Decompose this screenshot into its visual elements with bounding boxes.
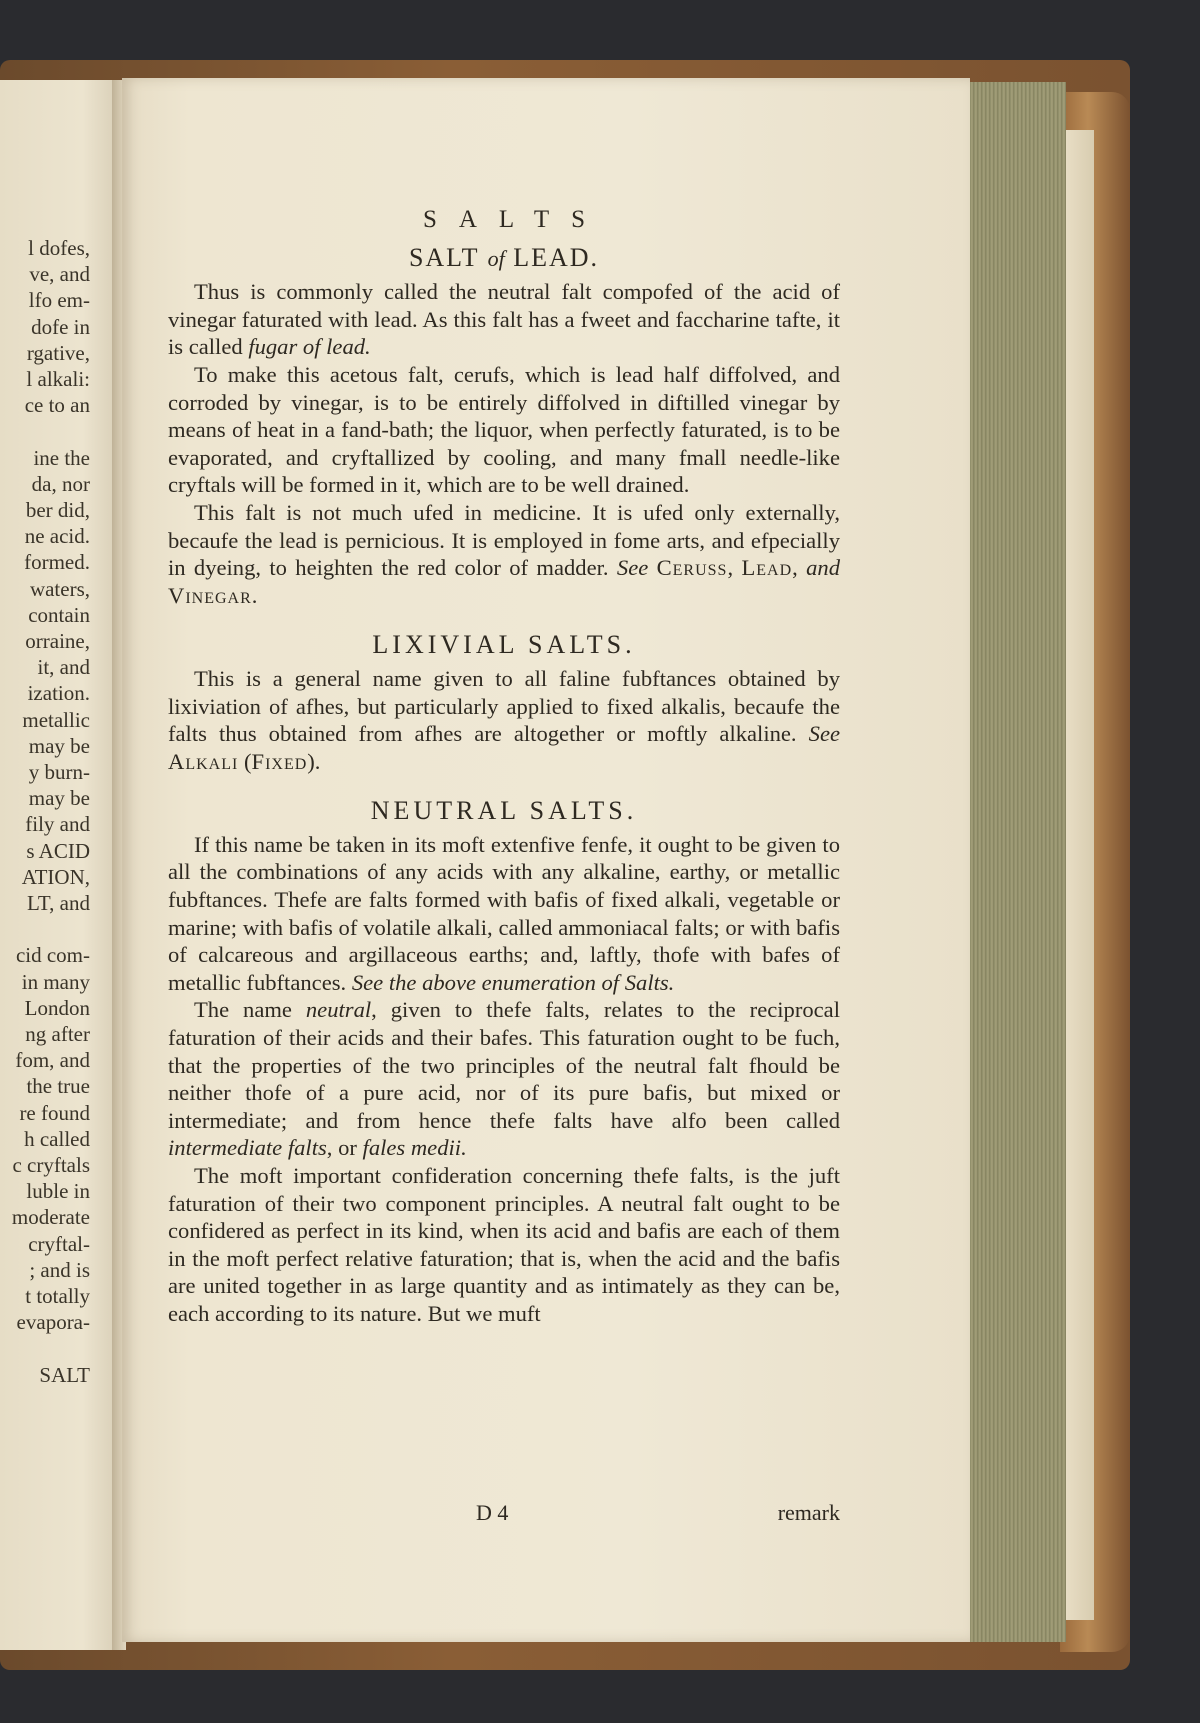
left-page-line: t totally bbox=[25, 1284, 90, 1308]
left-page-line: evapora- bbox=[16, 1310, 90, 1335]
left-page-line: ; and is bbox=[29, 1257, 90, 1282]
left-page bbox=[0, 80, 118, 1650]
paragraph: Thus is commonly called the neutral falt compofed of the acid of vinegar faturated with lead. As this falt has a fweet and faccharine tafte, it is called fugar of lead. bbox=[168, 279, 840, 360]
left-page-line: cid com- bbox=[15, 943, 90, 968]
left-page-line: fom, and bbox=[15, 1048, 90, 1073]
paragraph: This is a general name given to all faline fubftances obtained by lixiviation of afhes, but particularly applied to fixed alkalis, becaufe the falts thus obtained from afhes are altogether or moftly alkaline. See Alkali (Fixed). bbox=[168, 665, 840, 774]
left-page-line: London bbox=[24, 995, 90, 1020]
left-page-line: contain bbox=[28, 602, 90, 627]
left-page-line: may be bbox=[28, 786, 90, 811]
left-page-line: ATION, bbox=[21, 864, 90, 889]
heading-lixivial-salts: LIXIVIAL SALTS. bbox=[372, 630, 636, 660]
left-page-line: y burn- bbox=[28, 760, 90, 784]
page-block-edge bbox=[968, 82, 1066, 1642]
left-page-line: luble in bbox=[26, 1179, 90, 1204]
left-page-line: re found bbox=[19, 1100, 90, 1125]
left-page-line: l dofes, bbox=[28, 236, 90, 260]
catchword: remark bbox=[777, 1500, 840, 1525]
left-page-line: da, nor bbox=[31, 471, 90, 496]
left-page-line: ne acid. bbox=[24, 524, 90, 549]
left-page-line: the true bbox=[26, 1074, 90, 1099]
left-page-line: l alkali: bbox=[26, 367, 90, 391]
left-page-line: ine the bbox=[33, 445, 90, 470]
left-page-line: waters, bbox=[29, 576, 90, 601]
left-page-line: metallic bbox=[22, 707, 90, 732]
page-text bbox=[168, 206, 840, 1328]
paragraph: The name neutral, given to thefe falts, relates to the reciprocal faturation of their acids and their bafes. This faturation ought to be fuch, that the properties of the two principles of the neutral falt fhould be neither thofe of a pure acid, nor of its pure bafis, but mixed or intermediate; and from hence thefe falts have alfo been called intermediate falts, or fales medii. bbox=[168, 997, 840, 1161]
left-page-line: fily and bbox=[25, 812, 90, 837]
paragraph: The moft important confideration concerning thefe falts, is the juft faturation of their two component principles. A neutral falt ought to be confidered as perfect in its kind, when its acid and bafis are each of them in the moft perfect relative faturation; that is, when the acid and the bafis are united together in as large quantity and as intimately as they can be, each according to its nature. But we muft bbox=[168, 1163, 840, 1326]
left-page-line: LT, and bbox=[27, 891, 90, 915]
left-page-line: it, and bbox=[37, 655, 90, 680]
running-head: SALTS bbox=[422, 206, 608, 233]
left-page-line: dofe in bbox=[31, 314, 90, 339]
left-page-line: c cryftals bbox=[12, 1153, 90, 1177]
left-page-line: ber did, bbox=[25, 498, 90, 522]
left-page-line: orraine, bbox=[25, 629, 90, 653]
heading-salt-of-lead: SALT of LEAD. bbox=[408, 242, 600, 272]
cover-endpaper bbox=[1064, 130, 1094, 1620]
left-page-line: rgative, bbox=[26, 340, 90, 365]
left-page-line: ce to an bbox=[24, 393, 90, 418]
left-page-line: ization. bbox=[27, 681, 90, 706]
left-page-line: formed. bbox=[24, 550, 90, 575]
left-page-line: in many bbox=[21, 969, 90, 994]
signature-mark: D 4 bbox=[476, 1500, 509, 1525]
left-page-line: moderate bbox=[11, 1205, 90, 1230]
page-footer bbox=[168, 1500, 840, 1530]
left-page-line: cryftal- bbox=[28, 1231, 90, 1256]
paragraph: This falt is not much ufed in medicine. It is ufed only externally, becaufe the lead is pernicious. It is employed in fome arts, and efpecially in dyeing, to heighten the red color of madder. See Ceruss, Lead, and Vinegar. bbox=[168, 499, 840, 608]
left-page-line: SALT bbox=[39, 1362, 90, 1387]
left-page-line: ng after bbox=[25, 1022, 90, 1046]
left-page-line: lfo em- bbox=[28, 288, 90, 313]
paragraph: To make this acetous falt, cerufs, which is lead half diffolved, and corroded by vinegar, is to be entirely diffolved in diftilled vinegar by means of heat in a fand-bath; the liquor, when perfectly faturated, is to be evaporated, and cryftallized by cooling, and many fmall needle-like cryftals will be formed in it, which are to be well drained. bbox=[168, 361, 840, 498]
heading-neutral-salts: NEUTRAL SALTS. bbox=[370, 796, 638, 826]
left-page-line: s ACID bbox=[26, 838, 90, 863]
left-page-line: may be bbox=[28, 733, 90, 758]
left-page-line: h called bbox=[24, 1126, 90, 1151]
left-page-line: ve, and bbox=[29, 262, 90, 287]
paragraph: If this name be taken in its moft extenfive fenfe, it ought to be given to all the combinations of any acids with any alkaline, earthy, or metallic fubftances. Thefe are falts formed with bafis of fixed alkali, vegetable or marine; with bafis of volatile alkali, called ammoniacal falts; or with bafis of calcareous and argillaceous earths; and, laftly, thofe with bafes of metallic fubftances. See the above enumeration of Salts. bbox=[168, 831, 840, 995]
